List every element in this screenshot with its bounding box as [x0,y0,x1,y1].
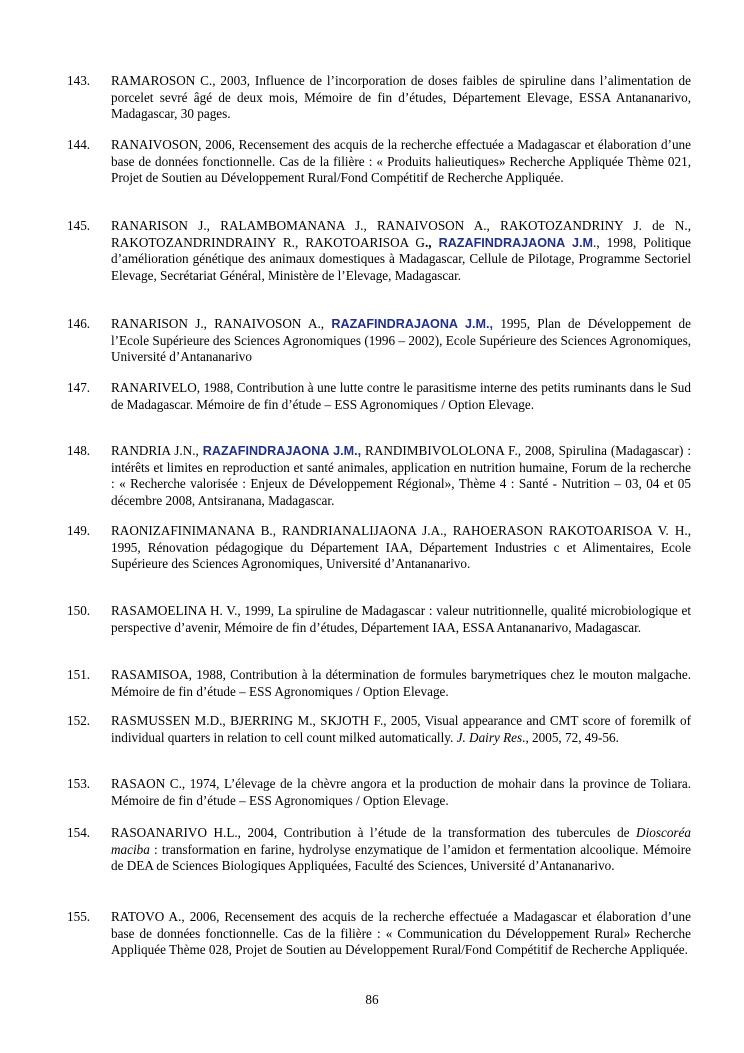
reference-segment: RAONIZAFINIMANANA B., RANDRIANALIJAONA J.A., RAHOERASON RAKOTOARISOA V. H., 1995, Rénovation pédagogique du Département IAA, Département Industries c et Alimentaires, Ecole Supérieure des Sciences Agronomiques, Université d’Antananarivo. [111,523,691,571]
reference-number: 144. [67,137,91,152]
reference-text [111,73,691,123]
reference-segment: ., [424,234,439,250]
journal-title: J. Dairy Res [456,729,523,745]
reference-segment: RANARISON J., RALAMBOMANANA J., RANAIVOSON A., RAKOTOZANDRINY J. de N., RAKOTOZANDRINDRAINY R., RAKOTOARISOA G [111,218,691,250]
reference-number: 154. [67,825,91,840]
reference-text [111,667,691,700]
reference-number: 147. [67,380,91,395]
reference-text [111,380,691,413]
reference-segment: RASAMOELINA H. V., 1999, La spiruline de Madagascar : valeur nutritionnelle, qualité microbiologique et perspective d’avenir, Mémoire de fin d’études, Département IAA, ESSA Antananarivo, Madagascar. [111,603,691,635]
reference-number: 148. [67,443,91,458]
reference-number: 143. [67,73,91,88]
reference-segment: 1995, Plan de Développement de l’Ecole Supérieure des Sciences Agronomiques (1996 – 2002), Ecole Supérieure des Sciences Agronomiques, Université d’Antananarivo [111,316,691,364]
reference-number: 149. [67,523,91,538]
page-number: 86 [365,992,379,1007]
reference-text [111,218,691,284]
highlighted-author: RAZAFINDRAJAONA J.M., [331,317,494,331]
highlighted-author: RAZAFINDRAJAONA J.M., [202,444,362,458]
reference-segment: RATOVO A., 2006, Recensement des acquis de la recherche effectuée a Madagascar et élaboration d’une base de données fonctionnelle. Cas de la filière : « Communication du Développement Rural» Recherche Appliquée Thème 028, Projet de Soutien au Développement Rural/Fond Compétitif de Recherche Appliquée. [111,909,691,957]
reference-text [111,603,691,636]
reference-number: 152. [67,713,91,728]
species-name: Dioscoréa maciba [111,825,691,857]
reference-number: 150. [67,603,91,618]
reference-segment: RASOANARIVO H.L., 2004, Contribution à l’étude de la transformation des tubercules de [111,825,637,840]
reference-segment: RAMAROSON C., 2003, Influence de l’incorporation de doses faibles de spiruline dans l’alimentation de porcelet sevré âgé de deux mois, Mémoire de fin d’études, Département Elevage, ESSA Antananarivo, Madagascar, 30 pages. [111,73,691,121]
reference-text [111,443,691,509]
reference-segment: RANARISON J., RANAIVOSON A., [111,316,332,331]
reference-text [111,523,691,573]
reference-number: 151. [67,667,91,682]
reference-text [111,137,691,187]
reference-segment: RASMUSSEN M.D., BJERRING M., SKJOTH F., 2005, Visual appearance and CMT score of foremilk of individual quarters in relation to cell count milked automatically. [111,713,691,745]
reference-segment: RASAMISOA, 1988, Contribution à la détermination de formules barymetriques chez le mouton malgache. Mémoire de fin d’étude – ESS Agronomiques / Option Elevage. [111,667,691,699]
reference-text [111,316,691,366]
reference-number: 146. [67,316,91,331]
reference-number: 155. [67,909,91,924]
reference-segment: RANDIMBIVOLOLONA F., 2008, Spirulina (Madagascar) : intérêts et limites en reproduction et santé animales, application en nutrition humaine, Forum de la recherche : « Recherche valorisée : Enjeux de Développement Régional», Thème 4 : Santé - Nutrition – 03, 04 et 05 décembre 2008, Antsiranana, Madagascar. [111,443,691,508]
reference-text [111,825,691,875]
reference-segment: RANAIVOSON, 2006, Recensement des acquis de la recherche effectuée a Madagascar et élaboration d’une base de données fonctionnelle. Cas de la filière : « Produits halieutiques» Recherche Appliquée Thème 021, Projet de Soutien au Développement Rural/Fond Compétitif de Recherche Appliquée. [111,137,691,185]
reference-text [111,776,691,809]
reference-text [111,713,691,746]
reference-number: 145. [67,218,91,233]
reference-segment: ., 1998, Politique d’amélioration génétique des animaux domestiques à Madagascar, Cellule de Pilotage, Programme Sectoriel Elevage, Secrétariat Général, Ministère de l’Elevage, Madagascar. [111,234,691,283]
reference-segment: : transformation en farine, hydrolyse enzymatique de l’amidon et fermentation alcoolique. Mémoire de DEA de Sciences Biologiques Appliquées, Faculté des Sciences, Université d’Antananarivo. [111,841,691,873]
reference-number: 153. [67,776,91,791]
reference-segment: RANARIVELO, 1988, Contribution à une lutte contre le parasitisme interne des petits ruminants dans le Sud de Madagascar. Mémoire de fin d’étude – ESS Agronomiques / Option Elevage. [111,380,691,412]
highlighted-author: RAZAFINDRAJAONA J.M [438,235,594,250]
reference-segment: RASAON C., 1974, L’élevage de la chèvre angora et la production de mohair dans la province de Toliara. Mémoire de fin d’étude – ESS Agronomiques / Option Elevage. [111,776,691,808]
reference-text [111,909,691,959]
reference-segment: RANDRIA J.N., [111,443,203,458]
reference-segment: ., 2005, 72, 49-56. [522,729,619,745]
